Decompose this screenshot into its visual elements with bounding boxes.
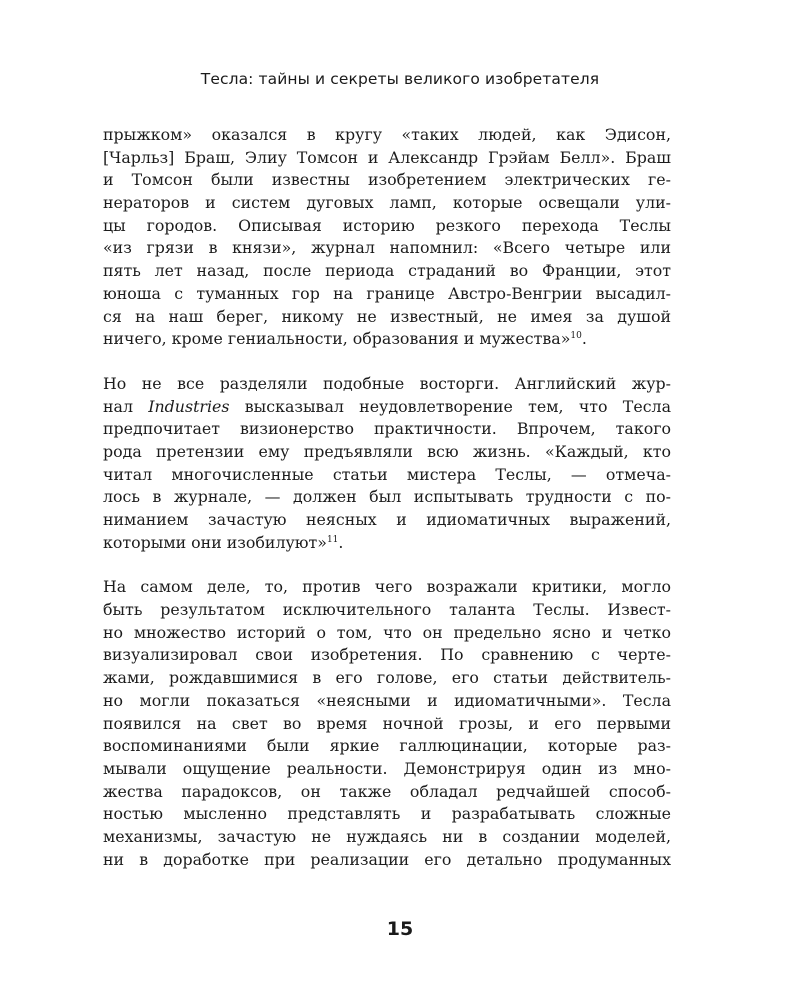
text-line: ностью мысленно представлять и разрабатывать сложные xyxy=(103,804,671,824)
journal-title: Industries xyxy=(148,396,230,416)
text-line xyxy=(103,532,671,555)
text-line: но могли показаться «неясными и идиоматичными». Тесла xyxy=(103,690,671,710)
text-line: нераторов и систем дуговых ламп, которые освещали ули- xyxy=(103,193,671,213)
text-line: предпочитает визионерство практичности. Впрочем, такого xyxy=(103,419,671,439)
text-line: и Томсон были известны изобретением электрических ге- xyxy=(103,170,671,190)
text-fragment: . xyxy=(581,329,587,349)
text-line: лось в журнале, — должен был испытывать трудности с по- xyxy=(103,487,671,507)
text-line: ниманием зачастую неясных и идиоматичных выражений, xyxy=(103,510,671,529)
text-line: рода претензии ему предъявляли всю жизнь. «Каждый, кто xyxy=(103,441,671,461)
text-fragment: . xyxy=(338,532,344,552)
text-line: визуализировал свои изобретения. По сравнению с черте- xyxy=(103,645,671,665)
text-line: [Чарльз] Браш, Элиу Томсон и Александр Грэйам Белл». Браш xyxy=(103,147,671,167)
text-fragment: высказывал неудовлетворение тем, что Тесла xyxy=(229,396,671,416)
footnote-ref: 10 xyxy=(570,331,582,342)
text-line: цы городов. Описывая историю резкого перехода Теслы xyxy=(103,215,671,235)
text-line: жами, рождавшимися в его голове, его статьи действитель- xyxy=(103,668,671,688)
text-line: жества парадоксов, он также обладал редчайшей способ- xyxy=(103,781,671,801)
text-line: воспоминаниями были яркие галлюцинации, которые раз- xyxy=(103,736,671,756)
text-line: появился на свет во время ночной грозы, и его первыми xyxy=(103,713,671,733)
text-line: читал многочисленные статьи мистера Теслы, — отмеча- xyxy=(103,464,671,484)
text-line: но множество историй о том, что он предельно ясно и четко xyxy=(103,622,671,642)
text-line: прыжком» оказался в кругу «таких людей, как Эдисон, xyxy=(103,125,671,144)
page-number: 15 xyxy=(386,918,414,940)
paragraph xyxy=(103,124,671,351)
text-line: На самом деле, то, против чего возражали критики, могло xyxy=(103,577,671,597)
body-text xyxy=(103,124,671,893)
text-fragment: ничего, кроме гениальности, образования и мужества» xyxy=(103,329,571,349)
text-line: юноша с туманных гор на границе Австро-Венгрии высадил- xyxy=(103,283,671,303)
text-fragment: которыми они изобилуют» xyxy=(103,532,327,552)
text-line: ни в доработке при реализации его детально продуманных xyxy=(103,849,671,869)
text-fragment: нал xyxy=(103,396,149,416)
text-line: ся на наш берег, никому не известный, не имея за душой xyxy=(103,306,671,326)
text-line: Но не все разделяли подобные восторги. Английский жур- xyxy=(103,373,671,393)
text-line: пять лет назад, после периода страданий во Франции, этот xyxy=(103,261,671,281)
footnote-ref: 11 xyxy=(326,534,339,545)
text-line: мывали ощущение реальности. Демонстрируя один из мно- xyxy=(103,758,671,778)
paragraph xyxy=(103,373,671,555)
paragraph xyxy=(103,576,671,871)
text-line: механизмы, зачастую не нуждаясь ни в создании моделей, xyxy=(103,826,671,846)
text-line xyxy=(103,396,671,419)
text-line: «из грязи в князи», журнал напомнил: «Всего четыре или xyxy=(103,238,671,258)
text-line xyxy=(103,328,671,351)
text-line: быть результатом исключительного таланта Теслы. Извест- xyxy=(103,600,671,620)
running-header: Тесла: тайны и секреты великого изобретателя xyxy=(200,70,600,88)
